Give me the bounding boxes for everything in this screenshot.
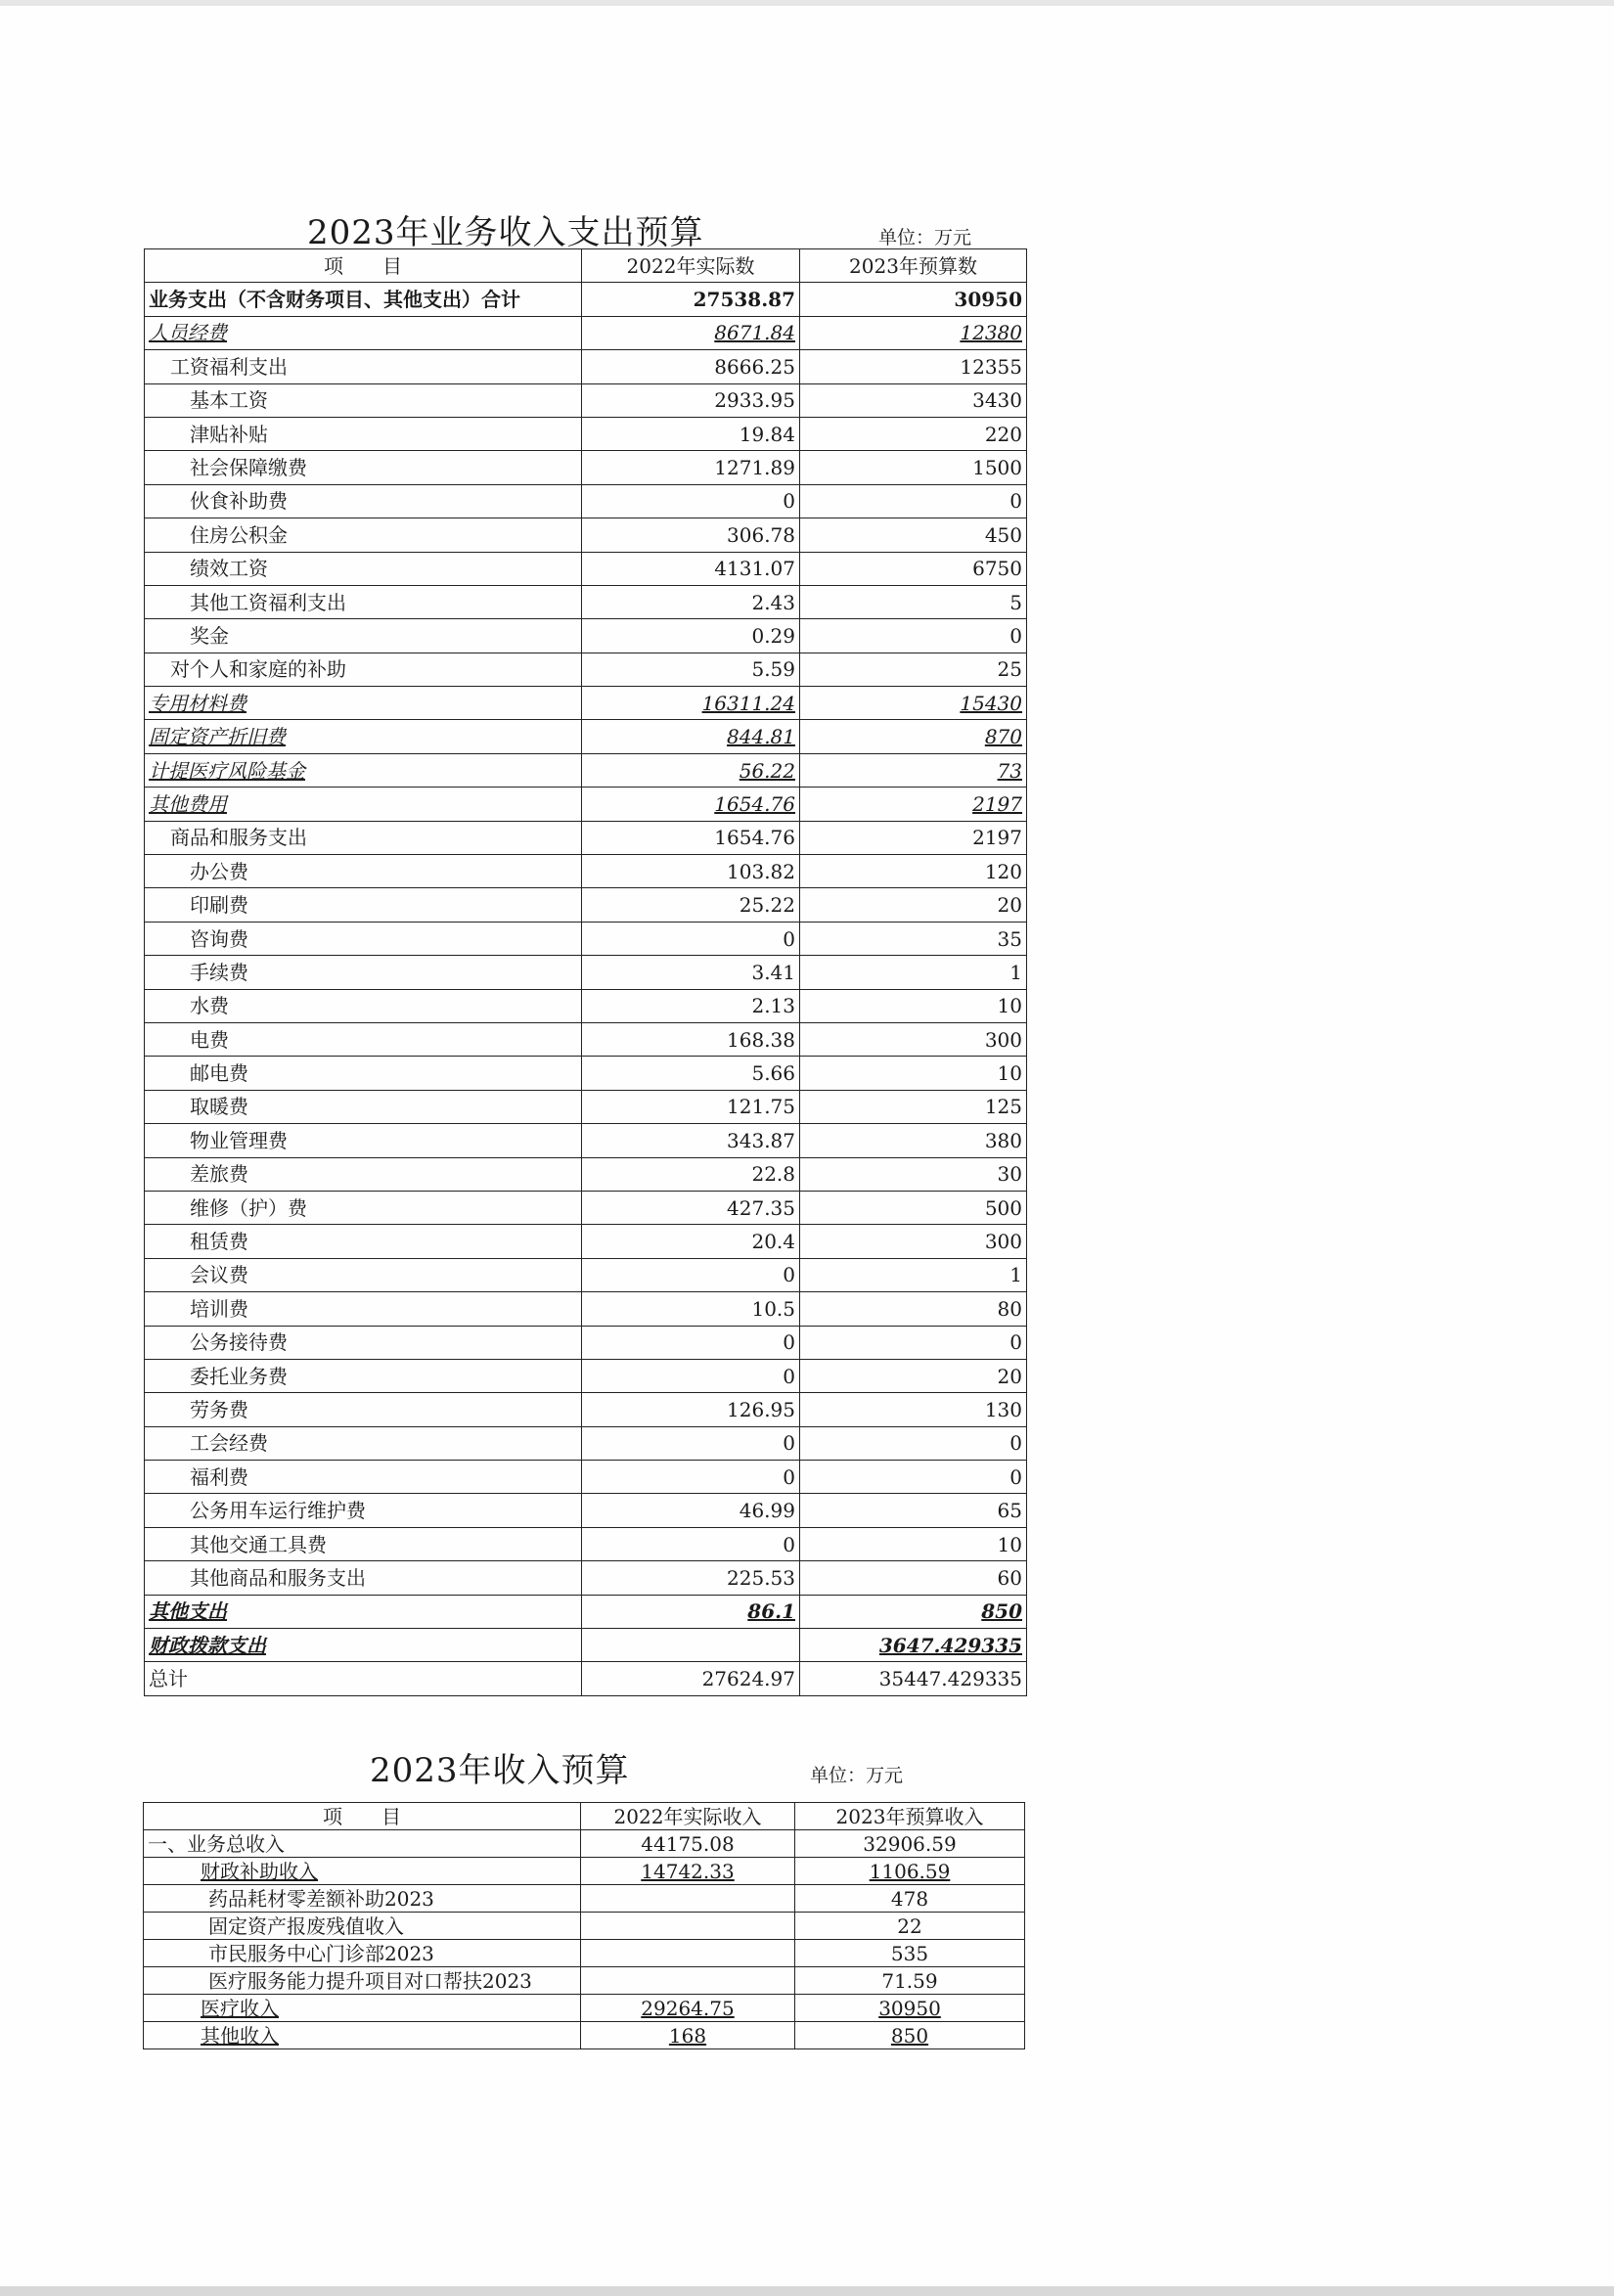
row-label: 差旅费 xyxy=(145,1157,582,1191)
table-row xyxy=(144,1885,1025,1913)
table-cell xyxy=(144,2022,581,2049)
income-table-title: 2023年收入预算 xyxy=(370,1751,630,1790)
table-cell xyxy=(144,1885,581,1913)
row-2022-actual: 844.81 xyxy=(582,720,800,753)
row-2022-actual: 27538.87 xyxy=(582,283,800,316)
row-label: 财政拨款支出 xyxy=(145,1629,582,1662)
row-2023-budget: 300 xyxy=(800,1022,1027,1056)
row-2023-budget: 30 xyxy=(800,1157,1027,1191)
expense-table-header xyxy=(145,249,1027,283)
income-budget-table xyxy=(143,1802,1025,2049)
row-label: 计提医疗风险基金 xyxy=(145,753,582,787)
row-label: 邮电费 xyxy=(145,1057,582,1090)
row-2023-budget: 15430 xyxy=(800,687,1027,720)
row-2022-actual: 2.43 xyxy=(582,585,800,618)
row-label: 工会经费 xyxy=(145,1426,582,1460)
row-2023-budget: 0 xyxy=(800,619,1027,653)
table-cell xyxy=(795,1858,1025,1885)
header-2022-income: 2022年实际收入 xyxy=(581,1803,795,1830)
row-label: 医疗收入 xyxy=(201,1996,279,2020)
row-2022-actual: 8671.84 xyxy=(582,316,800,349)
scan-bottom-edge xyxy=(0,2286,1614,2296)
row-2023-income: 1106.59 xyxy=(869,1859,951,1883)
row-2022-actual: 103.82 xyxy=(582,855,800,888)
table-row xyxy=(145,1393,1027,1426)
row-2023-budget: 0 xyxy=(800,1426,1027,1460)
table-row xyxy=(145,350,1027,383)
row-2022-actual xyxy=(582,1629,800,1662)
row-2023-budget: 0 xyxy=(800,484,1027,518)
row-2022-actual: 4131.07 xyxy=(582,552,800,585)
row-2023-budget: 130 xyxy=(800,1393,1027,1426)
table-row xyxy=(145,956,1027,989)
row-label: 委托业务费 xyxy=(145,1359,582,1392)
table-row xyxy=(145,619,1027,653)
table-row xyxy=(145,922,1027,955)
row-2022-actual: 306.78 xyxy=(582,518,800,552)
row-2023-income: 71.59 xyxy=(881,1968,938,1993)
row-2023-income: 478 xyxy=(890,1886,929,1911)
header-2023-income: 2023年预算收入 xyxy=(795,1803,1025,1830)
row-2022-actual: 46.99 xyxy=(582,1494,800,1527)
row-2023-budget: 73 xyxy=(800,753,1027,787)
row-2022-actual: 2933.95 xyxy=(582,383,800,417)
row-2023-income: 535 xyxy=(890,1941,929,1965)
row-2023-budget: 850 xyxy=(800,1595,1027,1628)
row-2022-income: 168 xyxy=(668,2023,707,2048)
row-2023-budget: 1 xyxy=(800,1258,1027,1291)
row-2023-budget: 500 xyxy=(800,1191,1027,1224)
row-label: 津贴补贴 xyxy=(145,417,582,450)
row-2023-income: 850 xyxy=(890,2023,929,2048)
row-label: 专用材料费 xyxy=(145,687,582,720)
row-label: 公务接待费 xyxy=(145,1326,582,1359)
row-label: 伙食补助费 xyxy=(145,484,582,518)
row-2022-actual: 3.41 xyxy=(582,956,800,989)
table-cell xyxy=(795,1995,1025,2022)
header-2022-actual: 2022年实际数 xyxy=(582,249,800,283)
table-row xyxy=(145,1561,1027,1595)
row-2022-actual: 0 xyxy=(582,922,800,955)
row-2022-income: 44175.08 xyxy=(641,1831,735,1856)
row-2023-budget: 0 xyxy=(800,1326,1027,1359)
table-row xyxy=(145,1326,1027,1359)
row-label: 社会保障缴费 xyxy=(145,451,582,484)
row-2022-actual: 25.22 xyxy=(582,888,800,922)
table-row xyxy=(145,1292,1027,1326)
row-2023-budget: 2197 xyxy=(800,788,1027,821)
row-2023-budget: 12355 xyxy=(800,350,1027,383)
row-2022-actual: 27624.97 xyxy=(582,1662,800,1695)
row-label: 总计 xyxy=(145,1662,582,1695)
table-row xyxy=(145,283,1027,316)
row-label: 固定资产报废残值收入 xyxy=(208,1913,404,1938)
row-label: 绩效工资 xyxy=(145,552,582,585)
row-2022-actual: 0 xyxy=(582,1326,800,1359)
row-label: 医疗服务能力提升项目对口帮扶2023 xyxy=(208,1968,532,1993)
row-2022-actual: 0 xyxy=(582,1527,800,1560)
row-label: 其他工资福利支出 xyxy=(145,585,582,618)
table-row xyxy=(145,1124,1027,1157)
table-row xyxy=(145,888,1027,922)
table-row xyxy=(145,383,1027,417)
row-label: 其他费用 xyxy=(145,788,582,821)
table-row xyxy=(145,753,1027,787)
table-row xyxy=(144,2022,1025,2049)
table-row xyxy=(145,484,1027,518)
row-2022-actual: 225.53 xyxy=(582,1561,800,1595)
table-cell xyxy=(795,1940,1025,1967)
table-row xyxy=(144,1995,1025,2022)
table-cell xyxy=(795,1913,1025,1940)
row-2022-actual: 56.22 xyxy=(582,753,800,787)
table-row xyxy=(144,1967,1025,1995)
table-row xyxy=(145,1527,1027,1560)
row-2022-actual: 126.95 xyxy=(582,1393,800,1426)
row-2023-budget: 380 xyxy=(800,1124,1027,1157)
table-row xyxy=(145,1426,1027,1460)
row-label: 其他支出 xyxy=(145,1595,582,1628)
row-2022-actual: 19.84 xyxy=(582,417,800,450)
row-2023-budget: 30950 xyxy=(800,283,1027,316)
header-2023-budget: 2023年预算数 xyxy=(800,249,1027,283)
table-row xyxy=(145,687,1027,720)
row-2023-budget: 35 xyxy=(800,922,1027,955)
row-label: 住房公积金 xyxy=(145,518,582,552)
row-label: 其他商品和服务支出 xyxy=(145,1561,582,1595)
table-row xyxy=(145,788,1027,821)
table-row xyxy=(145,1662,1027,1695)
row-2023-budget: 1 xyxy=(800,956,1027,989)
table-row xyxy=(145,1359,1027,1392)
table-row xyxy=(145,1225,1027,1258)
row-2023-budget: 3430 xyxy=(800,383,1027,417)
table-cell xyxy=(581,1885,795,1913)
table-row xyxy=(145,316,1027,349)
row-label: 维修（护）费 xyxy=(145,1191,582,1224)
row-2023-budget: 10 xyxy=(800,989,1027,1022)
expense-unit-label: 单位：万元 xyxy=(878,227,972,248)
row-2022-actual: 0 xyxy=(582,1359,800,1392)
table-row xyxy=(144,1913,1025,1940)
table-cell xyxy=(795,1830,1025,1858)
row-2023-budget: 450 xyxy=(800,518,1027,552)
row-label: 其他交通工具费 xyxy=(145,1527,582,1560)
row-2023-budget: 220 xyxy=(800,417,1027,450)
row-2023-budget: 35447.429335 xyxy=(800,1662,1027,1695)
row-label: 劳务费 xyxy=(145,1393,582,1426)
table-row xyxy=(145,653,1027,686)
income-table-header xyxy=(144,1803,1025,1830)
row-label: 市民服务中心门诊部2023 xyxy=(208,1941,434,1965)
table-cell xyxy=(144,1830,581,1858)
table-cell xyxy=(581,1995,795,2022)
table-row xyxy=(145,451,1027,484)
table-row xyxy=(145,720,1027,753)
table-row xyxy=(144,1940,1025,1967)
table-cell xyxy=(581,1830,795,1858)
row-label: 其他收入 xyxy=(201,2023,279,2048)
table-row xyxy=(145,1157,1027,1191)
row-2023-budget: 80 xyxy=(800,1292,1027,1326)
row-2023-budget: 120 xyxy=(800,855,1027,888)
table-row xyxy=(145,1494,1027,1527)
row-label: 药品耗材零差额补助2023 xyxy=(208,1886,434,1911)
row-2023-budget: 870 xyxy=(800,720,1027,753)
table-cell xyxy=(795,1885,1025,1913)
row-2022-actual: 86.1 xyxy=(582,1595,800,1628)
row-label: 基本工资 xyxy=(145,383,582,417)
row-2023-budget: 20 xyxy=(800,888,1027,922)
row-2023-budget: 12380 xyxy=(800,316,1027,349)
row-2022-actual: 427.35 xyxy=(582,1191,800,1224)
row-2023-budget: 125 xyxy=(800,1090,1027,1123)
table-row xyxy=(144,1858,1025,1885)
row-2023-budget: 65 xyxy=(800,1494,1027,1527)
row-label: 一、业务总收入 xyxy=(148,1831,285,1856)
table-cell xyxy=(144,1913,581,1940)
table-row xyxy=(145,855,1027,888)
scan-top-edge xyxy=(0,0,1614,6)
row-label: 奖金 xyxy=(145,619,582,653)
table-cell xyxy=(144,1940,581,1967)
row-label: 手续费 xyxy=(145,956,582,989)
expense-budget-table xyxy=(144,248,1027,1696)
row-label: 会议费 xyxy=(145,1258,582,1291)
table-cell xyxy=(144,1858,581,1885)
row-2022-actual: 1271.89 xyxy=(582,451,800,484)
expense-table-title: 2023年业务收入支出预算 xyxy=(307,213,704,252)
table-row xyxy=(145,1258,1027,1291)
row-2023-budget: 3647.429335 xyxy=(800,1629,1027,1662)
row-2022-actual: 0 xyxy=(582,1461,800,1494)
row-2022-income: 29264.75 xyxy=(641,1996,735,2020)
table-row xyxy=(144,1830,1025,1858)
row-label: 商品和服务支出 xyxy=(145,821,582,854)
row-label: 工资福利支出 xyxy=(145,350,582,383)
table-cell xyxy=(581,2022,795,2049)
table-cell xyxy=(795,2022,1025,2049)
row-2023-budget: 6750 xyxy=(800,552,1027,585)
row-2022-actual: 0 xyxy=(582,484,800,518)
row-label: 办公费 xyxy=(145,855,582,888)
table-row xyxy=(145,1461,1027,1494)
row-label: 公务用车运行维护费 xyxy=(145,1494,582,1527)
table-row xyxy=(145,585,1027,618)
table-cell xyxy=(581,1967,795,1995)
row-2022-actual: 5.59 xyxy=(582,653,800,686)
row-2023-budget: 20 xyxy=(800,1359,1027,1392)
table-cell xyxy=(795,1967,1025,1995)
table-cell xyxy=(144,1995,581,2022)
header-item: 项 目 xyxy=(145,249,582,283)
row-2023-income: 22 xyxy=(897,1913,922,1938)
table-cell xyxy=(581,1858,795,1885)
row-label: 印刷费 xyxy=(145,888,582,922)
row-2022-income: 14742.33 xyxy=(641,1859,735,1883)
row-label: 水费 xyxy=(145,989,582,1022)
table-row xyxy=(145,1090,1027,1123)
table-row xyxy=(145,821,1027,854)
income-unit-label: 单位：万元 xyxy=(810,1765,904,1786)
table-row xyxy=(145,1057,1027,1090)
row-2023-budget: 2197 xyxy=(800,821,1027,854)
table-row xyxy=(145,989,1027,1022)
table-cell xyxy=(144,1967,581,1995)
row-label: 人员经费 xyxy=(145,316,582,349)
table-cell xyxy=(581,1940,795,1967)
row-2022-actual: 20.4 xyxy=(582,1225,800,1258)
row-2022-actual: 168.38 xyxy=(582,1022,800,1056)
row-2023-budget: 60 xyxy=(800,1561,1027,1595)
table-row xyxy=(145,552,1027,585)
row-2023-budget: 5 xyxy=(800,585,1027,618)
table-row xyxy=(145,417,1027,450)
row-label: 福利费 xyxy=(145,1461,582,1494)
row-2022-actual: 2.13 xyxy=(582,989,800,1022)
row-2023-budget: 300 xyxy=(800,1225,1027,1258)
row-2022-actual: 0 xyxy=(582,1426,800,1460)
row-2023-budget: 0 xyxy=(800,1461,1027,1494)
row-2023-budget: 10 xyxy=(800,1527,1027,1560)
row-label: 财政补助收入 xyxy=(201,1859,318,1883)
row-2023-income: 32906.59 xyxy=(863,1831,957,1856)
row-label: 业务支出（不含财务项目、其他支出）合计 xyxy=(145,283,582,316)
row-2022-actual: 121.75 xyxy=(582,1090,800,1123)
table-cell xyxy=(581,1913,795,1940)
row-label: 对个人和家庭的补助 xyxy=(145,653,582,686)
table-row xyxy=(145,1022,1027,1056)
row-2022-actual: 0.29 xyxy=(582,619,800,653)
row-2022-actual: 1654.76 xyxy=(582,821,800,854)
table-row xyxy=(145,1629,1027,1662)
row-2022-actual: 5.66 xyxy=(582,1057,800,1090)
table-row xyxy=(145,1191,1027,1224)
row-label: 取暖费 xyxy=(145,1090,582,1123)
row-2022-actual: 8666.25 xyxy=(582,350,800,383)
row-label: 电费 xyxy=(145,1022,582,1056)
row-2023-budget: 25 xyxy=(800,653,1027,686)
row-2022-actual: 1654.76 xyxy=(582,788,800,821)
row-2022-actual: 10.5 xyxy=(582,1292,800,1326)
row-2022-actual: 22.8 xyxy=(582,1157,800,1191)
row-2022-actual: 343.87 xyxy=(582,1124,800,1157)
table-row xyxy=(145,1595,1027,1628)
row-label: 培训费 xyxy=(145,1292,582,1326)
row-label: 租赁费 xyxy=(145,1225,582,1258)
table-row xyxy=(145,518,1027,552)
row-2023-income: 30950 xyxy=(878,1996,941,2020)
row-2022-actual: 16311.24 xyxy=(582,687,800,720)
row-2023-budget: 10 xyxy=(800,1057,1027,1090)
row-label: 固定资产折旧费 xyxy=(145,720,582,753)
row-2023-budget: 1500 xyxy=(800,451,1027,484)
header-item: 项 目 xyxy=(144,1803,581,1830)
row-2022-actual: 0 xyxy=(582,1258,800,1291)
row-label: 物业管理费 xyxy=(145,1124,582,1157)
row-label: 咨询费 xyxy=(145,922,582,955)
